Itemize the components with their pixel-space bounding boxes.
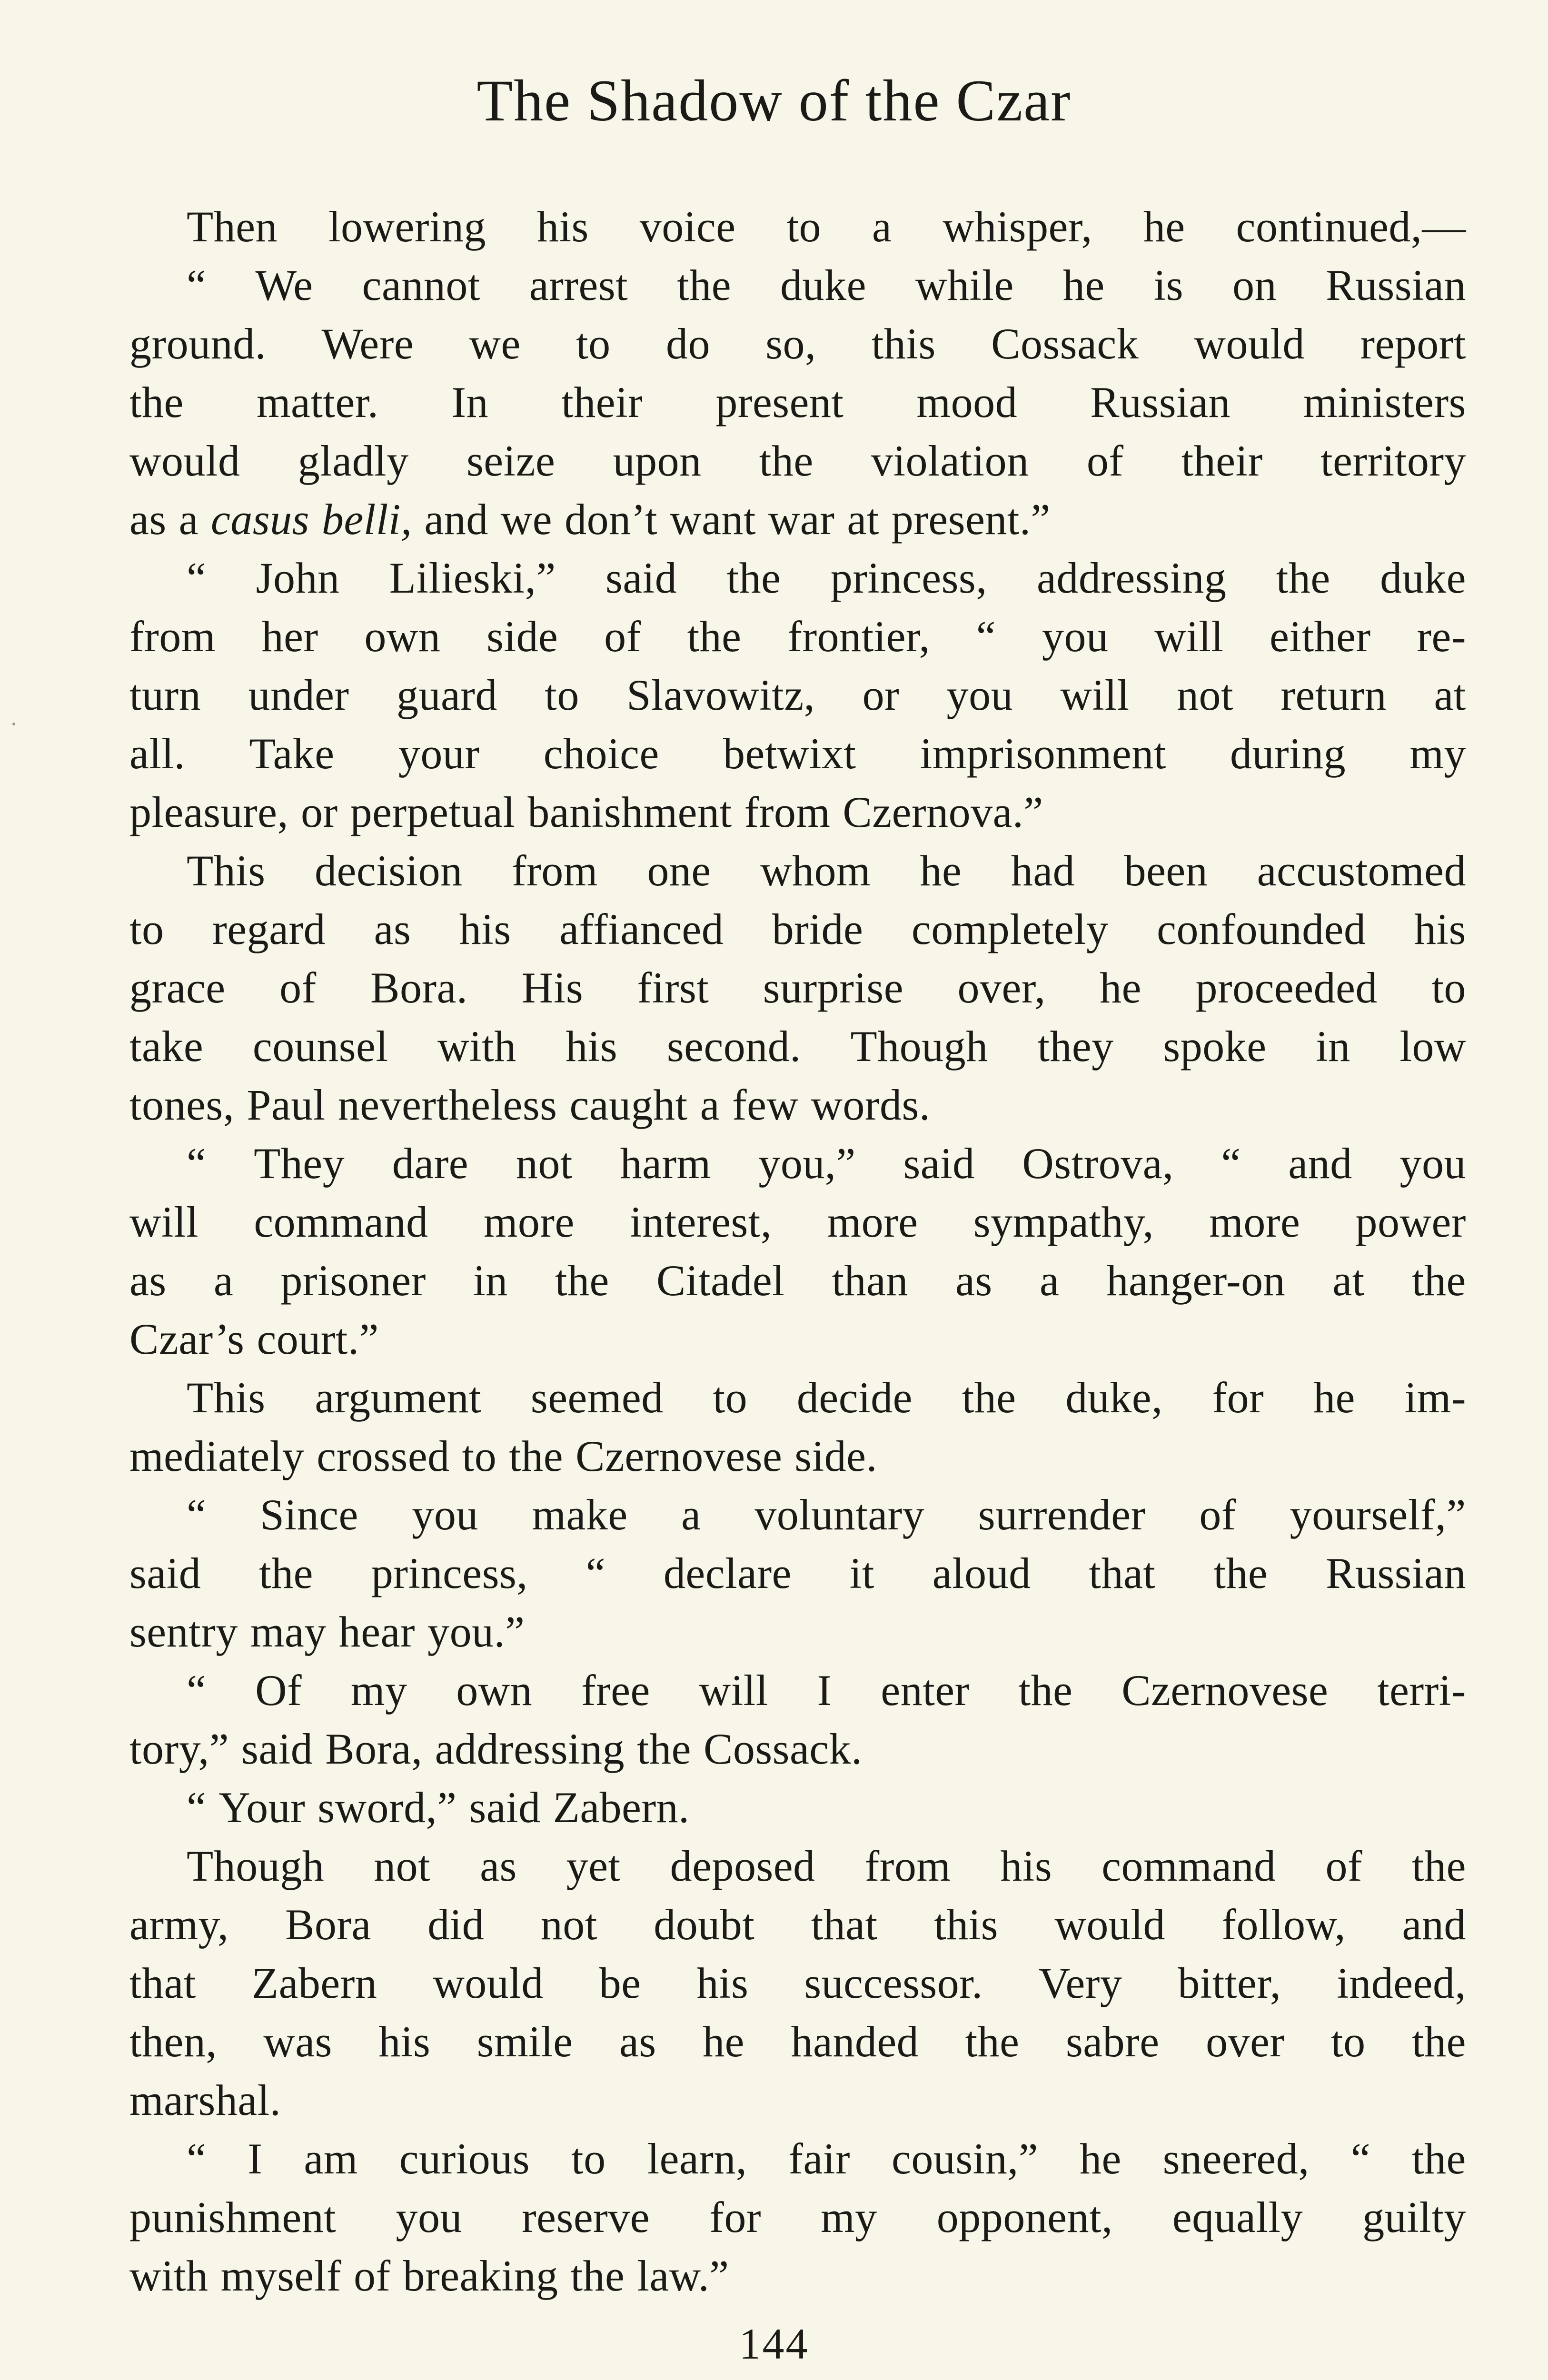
text-line: all. Take your choice betwixt imprisonment during my bbox=[129, 729, 1466, 778]
text-line: marshal. bbox=[129, 2076, 281, 2124]
text-line: as a prisoner in the Citadel than as a hanger-on at the bbox=[129, 1256, 1466, 1305]
text-line: mediately crossed to the Czernovese side. bbox=[129, 1432, 877, 1480]
text-line: that Zabern would be his successor. Very bitter, indeed, bbox=[129, 1959, 1466, 2007]
text-line: the matter. In their present mood Russian ministers bbox=[129, 378, 1466, 426]
running-head: The Shadow of the Czar bbox=[476, 68, 1072, 133]
text-line: pleasure, or perpetual banishment from Czernova.” bbox=[129, 788, 1043, 836]
print-speck bbox=[12, 723, 15, 725]
text-line: punishment you reserve for my opponent, equally guilty bbox=[129, 2193, 1466, 2241]
text-line: This argument seemed to decide the duke, for he im- bbox=[187, 1373, 1466, 1422]
text-line: “ I am curious to learn, fair cousin,” he sneered, “ the bbox=[187, 2134, 1466, 2183]
text-line: grace of Bora. His first surprise over, he proceeded to bbox=[129, 963, 1466, 1012]
text-line: “ They dare not harm you,” said Ostrova, “ and you bbox=[187, 1139, 1466, 1188]
text-line: “ Since you make a voluntary surrender of yourself,” bbox=[187, 1490, 1466, 1539]
text-line: turn under guard to Slavowitz, or you will not return at bbox=[129, 671, 1466, 719]
text-line: “ John Lilieski,” said the princess, addressing the duke bbox=[187, 554, 1466, 602]
text-line: ground. Were we to do so, this Cossack would report bbox=[129, 319, 1466, 368]
text-line: to regard as his affianced bride completely confounded his bbox=[129, 905, 1466, 953]
text-line: tones, Paul nevertheless caught a few words. bbox=[129, 1081, 931, 1129]
page-number: 144 bbox=[739, 2320, 809, 2368]
text-line: Czar’s court.” bbox=[129, 1315, 379, 1363]
text-line: then, was his smile as he handed the sabre over to the bbox=[129, 2017, 1466, 2066]
text-line: with myself of breaking the law.” bbox=[129, 2251, 729, 2300]
text-line: sentry may hear you.” bbox=[129, 1607, 525, 1656]
text-line: as a casus belli, and we don’t want war at present.” bbox=[129, 495, 1051, 544]
text-line: tory,” said Bora, addressing the Cossack. bbox=[129, 1725, 863, 1773]
text-line: “ Of my own free will I enter the Czernovese terri- bbox=[187, 1666, 1466, 1715]
text-line: Though not as yet deposed from his command of the bbox=[187, 1842, 1466, 1890]
body-text bbox=[129, 198, 1466, 2305]
text-line: would gladly seize upon the violation of their territory bbox=[129, 436, 1466, 485]
text-line: This decision from one whom he had been accustomed bbox=[187, 846, 1466, 895]
text-line: “ We cannot arrest the duke while he is on Russian bbox=[187, 261, 1466, 309]
text-line: from her own side of the frontier, “ you will either re- bbox=[129, 612, 1466, 661]
text-line: take counsel with his second. Though they spoke in low bbox=[129, 1022, 1466, 1071]
text-line: army, Bora did not doubt that this would follow, and bbox=[129, 1900, 1466, 1949]
text-line: said the princess, “ declare it aloud that the Russian bbox=[129, 1549, 1466, 1597]
text-line: “ Your sword,” said Zabern. bbox=[187, 1783, 690, 1832]
text-line: Then lowering his voice to a whisper, he continued,— bbox=[187, 202, 1466, 251]
text-line: will command more interest, more sympathy, more power bbox=[129, 1198, 1466, 1246]
